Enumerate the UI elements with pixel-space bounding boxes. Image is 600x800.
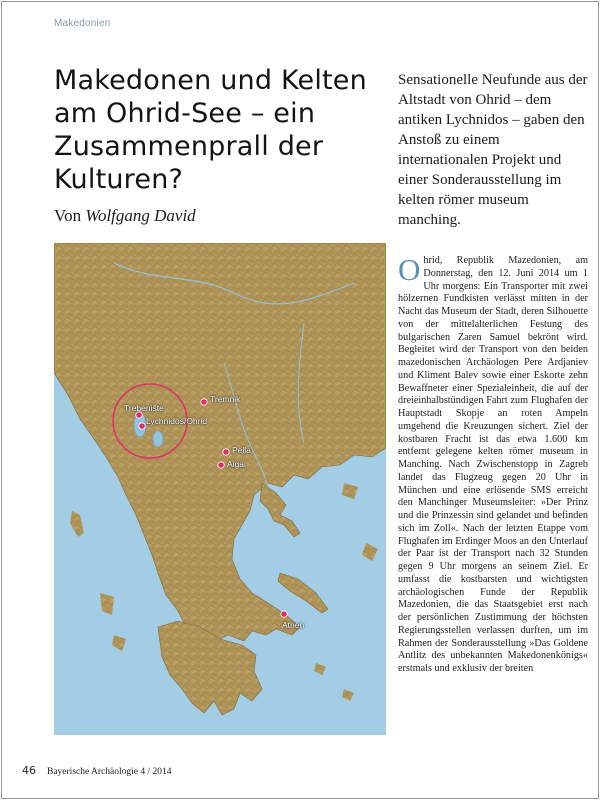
site-marker-tremnik [201,399,207,405]
article-title: Makedonen und Kelten am Ohrid-See – ein Zusammenprall der Kulturen? [54,65,367,195]
map-label-lychnidos: Lychnidos/Ohrid [146,416,208,426]
lake-prespa [153,431,163,447]
page-number: 46 [22,764,36,777]
body-text: hrid, Republik Mazedonien, am Donnerstag, den 12. Juni 2014 um 1 Uhr morgens: Ein Transporter mit zwei hölzernen Fundkisten verlässt mitten in der Nacht das Museum der Stadt, deren Silhouette von der mittelalterlichen Festung des bulgarischen Zaren Samuel bekrönt wird. Begleitet wird der Transport von den beiden mazedonischen Archäologen Pere Ardjaniev und Kliment Balev sowie einer Eskorte zehn Bewaffneter einer Spezialeinheit, die auf der dreieinhalbstündigen Fahrt zum Flughafen der Hauptstadt Skopje an roten Ampeln umgehend die Kreuzungen sichert. Ziel der kostbaren Fracht ist das etwa 1.600 km entfernt gelegene kelten römer museum in Manching. Nach Zwischenstopp in Zagreb landet das Flugzeug gegen 20 Uhr in München und eine erlösende SMS erreicht den Manchinger Museumsleiter: »Der Prinz und die Prinzessin sind gelandet und befinden sich im Zoll«. Nach der letzten Etappe vom Flughafen im Erdinger Moos an den Unterlauf der Paar ist der Transport nach 32 Stunden gegen 9 Uhr morgens an seinem Ziel. Er umfasst die kostbarsten und wichtigsten archäologischen Funde der Republik Mazedonien, die das Staatsgebiet erst nach der persönlichen Zustimmung der höchsten Regierungsstellen verlassen durften, um im Rahmen der Sonderausstellung »Das Goldene Antlitz des unbekannten Makedonenkönigs« erstmals und exklusiv der breiten [398,255,588,674]
site-marker-aigai [218,462,224,468]
drop-cap: O [398,255,421,287]
page-footer [22,763,172,778]
lead-paragraph [398,70,588,230]
lead-text: Sensationelle Neufunde aus der Altstadt von Ohrid – dem antiken Lychnidos – gaben den Anstoß zu einem internationalen Projekt und einer Sonderausstellung im kelten römer museum manching. [398,72,588,228]
relief-map [54,243,386,735]
map-label-tremnik: Tremnik [210,394,241,404]
site-marker-lychnidos [139,423,145,429]
publication-info: Bayerische Archäologie 4 / 2014 [47,767,172,777]
byline-prefix: Von [54,206,82,225]
author-name: Wolfgang David [85,206,196,225]
map-label-trebeniste: Trebenište [124,403,164,413]
section-label: Makedonien [54,18,111,29]
map-label-athen: Athen [282,620,305,630]
map-label-pella: Pella [232,445,251,455]
map-label-aigai: Aigai [227,459,246,469]
site-marker-pella [223,449,229,455]
article-body [398,255,588,735]
body-paragraph [398,255,588,676]
byline [54,206,196,226]
map-figure [54,243,386,735]
site-marker-athen [281,611,287,617]
